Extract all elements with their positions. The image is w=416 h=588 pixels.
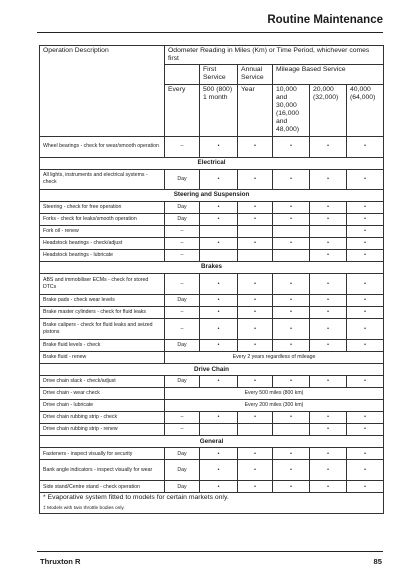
dot-cell: • [310,237,347,249]
dot-cell: • [347,136,384,157]
dot-cell: • [238,481,273,493]
dot-cell: • [347,481,384,493]
dot-cell: • [310,412,347,424]
section-row [40,157,384,169]
dot-cell: • [273,412,310,424]
dot-cell: • [238,169,273,189]
dash-cell: – [165,136,200,157]
dot-cell: • [238,448,273,460]
day-cell: Day [165,481,200,493]
operation-cell: Brake fluid - renew [40,352,165,364]
footnote-twin-throttle: ‡ Models with twin throttle bodies only. [43,506,125,512]
empty-cell [310,225,347,237]
dot-cell: • [273,201,310,213]
operation-cell: Brake calipers - check for fluid leaks and seized pistons [40,319,165,340]
empty-cell [200,249,238,261]
dot-cell: • [273,136,310,157]
dot-cell: • [310,460,347,481]
operation-cell: Drive chain - wear check [40,388,165,400]
day-cell: Day [165,340,200,352]
empty-cell [273,249,310,261]
empty-cell [238,225,273,237]
day-cell: Day [165,448,200,460]
table-row [40,213,384,225]
dot-cell: • [310,481,347,493]
interval-note: Every 200 miles (300 km) [165,400,384,412]
dot-cell: • [200,460,238,481]
dash-cell: – [165,307,200,319]
operation-cell: Forks - check for leaks/smooth operation [40,213,165,225]
dot-cell: • [200,319,238,340]
day-cell: Day [165,460,200,481]
dash-cell: – [165,249,200,261]
annual-service-header: Annual Service [238,65,273,84]
operation-cell: Wheel bearings - check for wear/smooth operation [40,136,165,157]
operation-cell: Steering - check for free operation [40,201,165,213]
dash-cell: – [165,424,200,436]
dot-cell: • [273,448,310,460]
dot-cell: • [347,169,384,189]
section-row [40,364,384,376]
dot-cell: • [200,237,238,249]
empty-cell [165,65,200,84]
dash-cell: – [165,237,200,249]
dot-cell: • [347,295,384,307]
dot-cell: • [273,319,310,340]
dot-cell: • [200,376,238,388]
header-row [40,46,384,65]
operation-cell: Brake fluid levels - check [40,340,165,352]
operation-cell: Fasteners - inspect visually for security [40,448,165,460]
empty-cell [273,424,310,436]
dot-cell: • [273,169,310,189]
dot-cell: • [238,237,273,249]
operation-cell: Bank angle indicators - inspect visually for wear [40,460,165,481]
section-header-electrical: Electrical [40,157,384,169]
dot-cell: • [200,448,238,460]
empty-cell [238,249,273,261]
dot-cell: • [200,136,238,157]
table-row [40,400,384,412]
table-row [40,237,384,249]
dot-cell: • [200,412,238,424]
dot-cell: • [238,376,273,388]
dot-cell: • [347,424,384,436]
dash-cell: – [165,319,200,340]
section-header-general: General [40,436,384,448]
footnote-evaporative: * Evaporative system fitted to models for certain markets only. [43,494,229,502]
dot-cell: • [273,237,310,249]
dot-cell: • [273,295,310,307]
dot-cell: • [347,213,384,225]
dot-cell: • [238,136,273,157]
mileage-interval-2: 20,000 (32,000) [310,84,347,136]
table-row [40,136,384,157]
dot-cell: • [238,460,273,481]
footer-divider [37,551,383,552]
section-row [40,261,384,273]
dot-cell: • [200,201,238,213]
operation-cell: Drive chain rubbing strip - renew [40,424,165,436]
operation-cell: Headstock bearings - lubricate [40,249,165,261]
dot-cell: • [238,307,273,319]
table-row [40,340,384,352]
dot-cell: • [310,136,347,157]
header-divider [37,32,383,33]
dash-cell: – [165,274,200,295]
dot-cell: • [310,213,347,225]
day-cell: Day [165,169,200,189]
dot-cell: • [310,376,347,388]
operation-cell: All lights, instruments and electrical systems - check [40,169,165,189]
table-row [40,460,384,481]
day-cell: Day [165,201,200,213]
table-row [40,307,384,319]
first-service-header: First Service [200,65,238,84]
section-row [40,189,384,201]
dot-cell: • [347,307,384,319]
dot-cell: • [310,274,347,295]
table-row [40,424,384,436]
dot-cell: • [347,225,384,237]
dot-cell: • [347,448,384,460]
dot-cell: • [347,340,384,352]
dot-cell: • [273,340,310,352]
table-row [40,481,384,493]
dot-cell: • [310,448,347,460]
page-number: 85 [373,557,382,566]
dot-cell: • [200,169,238,189]
page-heading: Routine Maintenance [267,14,383,26]
operation-cell: Fork oil - renew [40,225,165,237]
operation-cell: Drive chain slack - check/adjust [40,376,165,388]
section-header-brakes: Brakes [40,261,384,273]
dot-cell: • [347,376,384,388]
dot-cell: • [238,213,273,225]
dot-cell: • [200,295,238,307]
dot-cell: • [238,295,273,307]
dot-cell: • [310,424,347,436]
empty-cell [200,424,238,436]
table-row [40,169,384,189]
dot-cell: • [347,319,384,340]
table-row [40,448,384,460]
dot-cell: • [273,307,310,319]
dot-cell: • [200,307,238,319]
dash-cell: – [165,412,200,424]
operation-cell: Brake master cylinders - check for fluid leaks [40,307,165,319]
interval-header: Odometer Reading in Miles (Km) or Time Period, whichever comes first [165,46,384,65]
dot-cell: • [347,460,384,481]
dot-cell: • [347,412,384,424]
dot-cell: • [238,319,273,340]
section-header-drive-chain: Drive Chain [40,364,384,376]
table-row [40,412,384,424]
dot-cell: • [310,201,347,213]
mileage-interval-1: 10,000 and 30,000 (16,000 and 48,000) [273,84,310,136]
first-service-interval: 500 (800) 1 month [200,84,238,136]
dot-cell: • [200,213,238,225]
dot-cell: • [310,169,347,189]
empty-cell [238,424,273,436]
dot-cell: • [200,481,238,493]
empty-cell [273,225,310,237]
dot-cell: • [310,340,347,352]
table-row [40,352,384,364]
operation-cell: ABS and immobiliser ECMs - check for stored DTCs [40,274,165,295]
operation-cell: Headstock bearings - check/adjust [40,237,165,249]
dot-cell: • [273,213,310,225]
operation-cell: Brake pads - check wear levels [40,295,165,307]
interval-note: Every 2 years regardless of mileage [165,352,384,364]
dot-cell: • [347,249,384,261]
day-cell: Day [165,295,200,307]
section-header-steering: Steering and Suspension [40,189,384,201]
dot-cell: • [347,201,384,213]
table-row [40,274,384,295]
dot-cell: • [310,249,347,261]
model-name: Thruxton R [40,557,81,566]
table-row [40,225,384,237]
mileage-interval-3: 40,000 (64,000) [347,84,384,136]
dot-cell: • [238,412,273,424]
dot-cell: • [200,274,238,295]
dot-cell: • [238,340,273,352]
every-header: Every [165,84,200,136]
dot-cell: • [238,201,273,213]
table-row [40,319,384,340]
dot-cell: • [310,295,347,307]
operation-description-header: Operation Description [40,46,165,137]
dot-cell: • [238,274,273,295]
dot-cell: • [347,237,384,249]
day-cell: Day [165,213,200,225]
operation-cell: Side stand/Centre stand - check operation [40,481,165,493]
table-row [40,376,384,388]
interval-note: Every 500 miles (800 km) [165,388,384,400]
dash-cell: – [165,225,200,237]
section-row [40,436,384,448]
dot-cell: • [273,481,310,493]
table-row [40,249,384,261]
operation-cell: Drive chain - lubricate [40,400,165,412]
mileage-based-header: Mileage Based Service [273,65,384,84]
dot-cell: • [310,319,347,340]
annual-service-interval: Year [238,84,273,136]
dot-cell: • [200,340,238,352]
dot-cell: • [273,460,310,481]
day-cell: Day [165,376,200,388]
table-row [40,201,384,213]
operation-cell: Drive chain rubbing strip - check [40,412,165,424]
table-row [40,388,384,400]
dot-cell: • [347,274,384,295]
table-row [40,295,384,307]
dot-cell: • [310,307,347,319]
maintenance-schedule-table [39,45,384,514]
footnote-cell [40,493,384,514]
empty-cell [200,225,238,237]
dot-cell: • [273,376,310,388]
footnote-row [40,493,384,514]
dot-cell: • [273,274,310,295]
